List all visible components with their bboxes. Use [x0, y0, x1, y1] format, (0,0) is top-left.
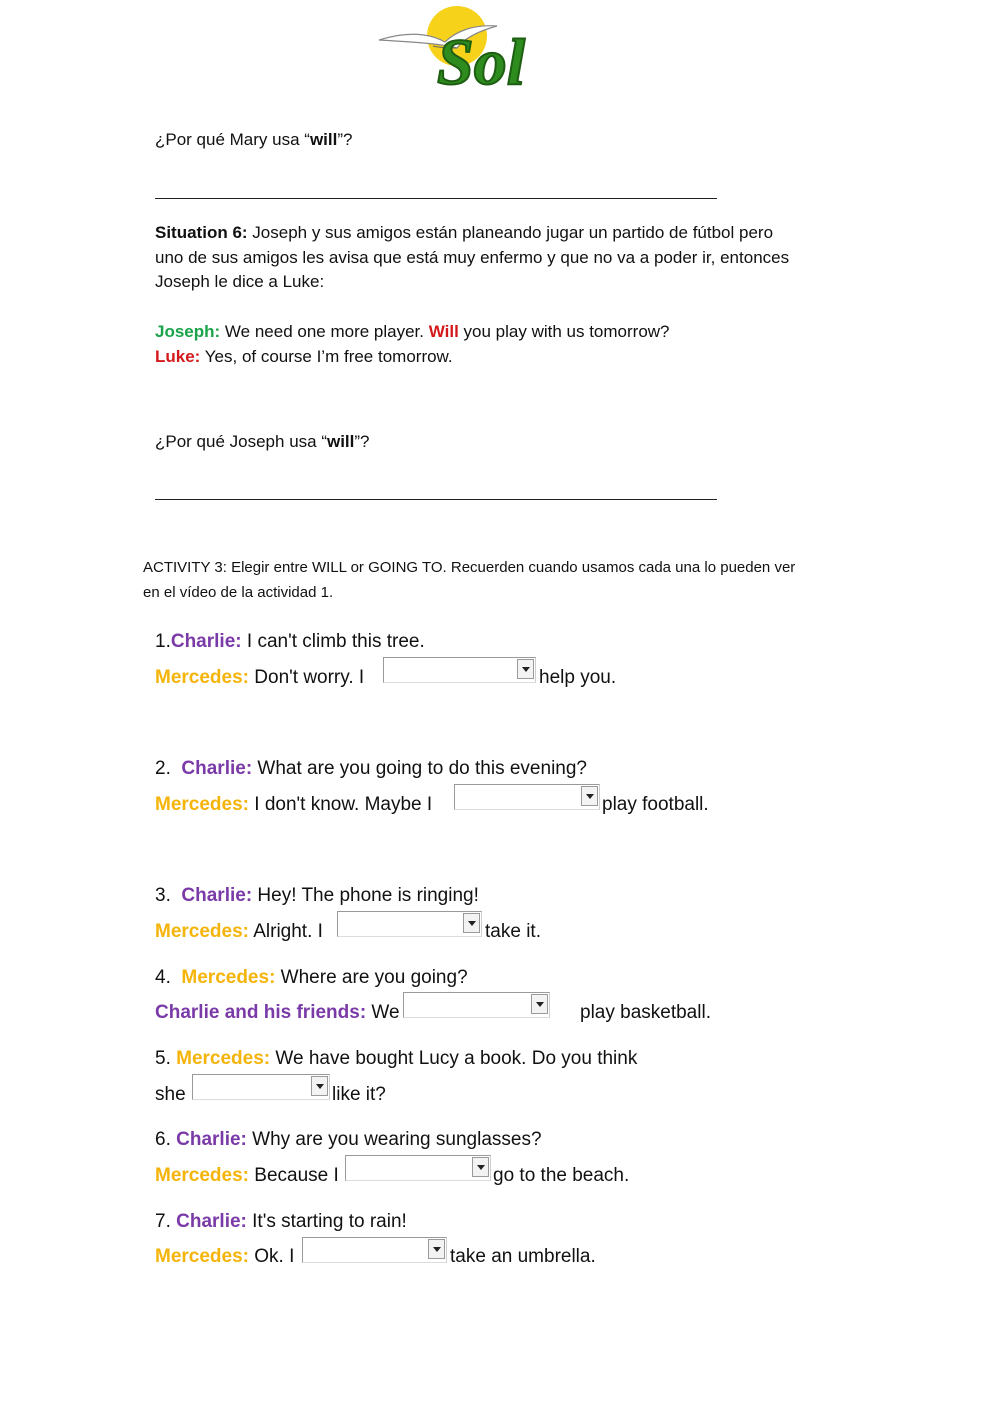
speaker-charlie: Charlie:	[176, 1129, 247, 1150]
item-4-answer-start	[155, 1002, 400, 1024]
dialogue-joseph-luke	[155, 320, 855, 369]
question-text-end: ”?	[337, 130, 353, 149]
item-6-answer-end: go to the beach.	[493, 1165, 630, 1186]
question-mary	[155, 130, 352, 150]
speaker-mercedes: Mercedes:	[155, 1165, 249, 1186]
situation-text: Joseph y sus amigos están planeando jugar un partido de fútbol pero	[247, 223, 774, 242]
item-7-answer-start	[155, 1246, 294, 1268]
item-text: Where are you going?	[275, 967, 468, 988]
item-5-dropdown[interactable]	[192, 1074, 330, 1100]
item-4-question	[155, 967, 468, 989]
item-number: 1.	[155, 631, 171, 652]
question-text: ¿Por qué Mary usa “	[155, 130, 310, 149]
item-1-answer-end: help you.	[539, 667, 617, 688]
item-7-dropdown[interactable]	[302, 1237, 447, 1263]
item-1-answer-start	[155, 667, 364, 689]
situation-text: uno de sus amigos les avisa que está muy enfermo y que no va a poder ir, entonces	[155, 247, 790, 267]
item-number: 5.	[155, 1048, 177, 1069]
dialogue-text: you play with us tomorrow?	[458, 322, 670, 341]
chevron-down-icon[interactable]	[517, 659, 534, 679]
chevron-down-icon[interactable]	[311, 1076, 328, 1096]
item-7-answer-end: take an umbrella.	[450, 1246, 596, 1267]
item-number: 7.	[155, 1211, 177, 1232]
question-joseph	[155, 432, 370, 452]
item-text: Hey! The phone is ringing!	[252, 885, 479, 906]
item-3-answer-start	[155, 921, 323, 943]
activity-3-instructions	[143, 556, 795, 605]
item-number: 4.	[155, 967, 182, 988]
item-1-dropdown[interactable]	[383, 657, 536, 683]
answer-line-mary[interactable]	[155, 198, 717, 199]
speaker-mercedes: Mercedes:	[181, 967, 276, 988]
sol-logo	[375, 2, 575, 94]
keyword-will: Will	[428, 322, 459, 341]
item-4-dropdown[interactable]	[403, 992, 550, 1018]
chevron-down-icon[interactable]	[428, 1239, 445, 1259]
speaker-joseph: Joseph:	[155, 322, 221, 341]
question-text-end: ”?	[354, 432, 370, 451]
item-text: What are you going to do this evening?	[252, 758, 587, 779]
chevron-down-icon[interactable]	[581, 786, 598, 806]
situation-6-paragraph	[155, 221, 855, 295]
chevron-down-icon[interactable]	[463, 913, 480, 933]
speaker-charlie: Charlie:	[176, 1211, 247, 1232]
item-1-question	[155, 631, 425, 653]
question-text: ¿Por qué Joseph usa “	[155, 432, 327, 451]
speaker-mercedes: Mercedes:	[155, 921, 249, 942]
item-3-question	[155, 885, 479, 907]
answer-line-joseph[interactable]	[155, 499, 717, 500]
item-text: I don't know. Maybe I	[249, 794, 433, 815]
situation-label: Situation 6:	[155, 223, 248, 242]
speaker-charlie: Charlie:	[181, 758, 253, 779]
chevron-down-icon[interactable]	[472, 1157, 489, 1177]
item-2-answer-end: play football.	[602, 794, 709, 815]
sun-seagull-icon	[375, 2, 575, 94]
item-6-dropdown[interactable]	[345, 1155, 491, 1181]
item-6-answer-start	[155, 1165, 339, 1187]
item-2-question	[155, 758, 587, 780]
speaker-mercedes: Mercedes:	[155, 1246, 249, 1267]
speaker-charlie-friends: Charlie and his friends:	[155, 1002, 367, 1023]
item-text: Don't worry. I	[249, 667, 365, 688]
dialogue-text: We need one more player.	[220, 322, 429, 341]
item-5-question	[155, 1048, 637, 1070]
item-text: It's starting to rain!	[246, 1211, 407, 1232]
item-2-dropdown[interactable]	[454, 784, 600, 810]
item-4-answer-end: play basketball.	[580, 1002, 711, 1023]
question-keyword: will	[326, 432, 355, 451]
item-7-question	[155, 1211, 407, 1233]
item-text: Why are you wearing sunglasses?	[246, 1129, 542, 1150]
question-keyword: will	[309, 130, 338, 149]
item-5-answer-start	[155, 1084, 186, 1106]
item-number: 3.	[155, 885, 182, 906]
speaker-charlie: Charlie:	[181, 885, 253, 906]
item-text: Ok. I	[249, 1246, 295, 1267]
instruction-line: ACTIVITY 3: Elegir entre WILL or GOING TO. Recuerden cuando usamos cada una lo pueden ver	[143, 559, 796, 576]
speaker-charlie: Charlie:	[170, 631, 242, 652]
item-3-dropdown[interactable]	[337, 911, 482, 937]
speaker-mercedes: Mercedes:	[155, 794, 249, 815]
item-5-answer-end: like it?	[332, 1084, 386, 1105]
item-text: Alright. I	[249, 921, 323, 942]
situation-text: Joseph le dice a Luke:	[155, 272, 325, 291]
dialogue-line-joseph	[155, 320, 855, 345]
item-3-answer-end: take it.	[485, 921, 541, 942]
item-6-question	[155, 1129, 542, 1151]
dialogue-text: Yes, of course I’m free tomorrow.	[200, 346, 453, 366]
item-text: I can't climb this tree.	[241, 631, 425, 652]
speaker-luke: Luke:	[155, 346, 201, 366]
item-text: We have bought Lucy a book. Do you think	[270, 1048, 638, 1069]
instruction-line: en el vídeo de la actividad 1.	[143, 583, 334, 601]
item-text: We	[366, 1002, 400, 1023]
item-text: she	[155, 1084, 186, 1105]
item-number: 6.	[155, 1129, 177, 1150]
item-number: 2.	[155, 758, 182, 779]
speaker-mercedes: Mercedes:	[155, 667, 249, 688]
chevron-down-icon[interactable]	[531, 994, 548, 1014]
item-text: Because I	[249, 1165, 339, 1186]
logo-text: Sol	[437, 26, 526, 94]
dialogue-line-luke	[155, 345, 855, 370]
speaker-mercedes: Mercedes:	[176, 1048, 271, 1069]
item-2-answer-start	[155, 794, 432, 816]
